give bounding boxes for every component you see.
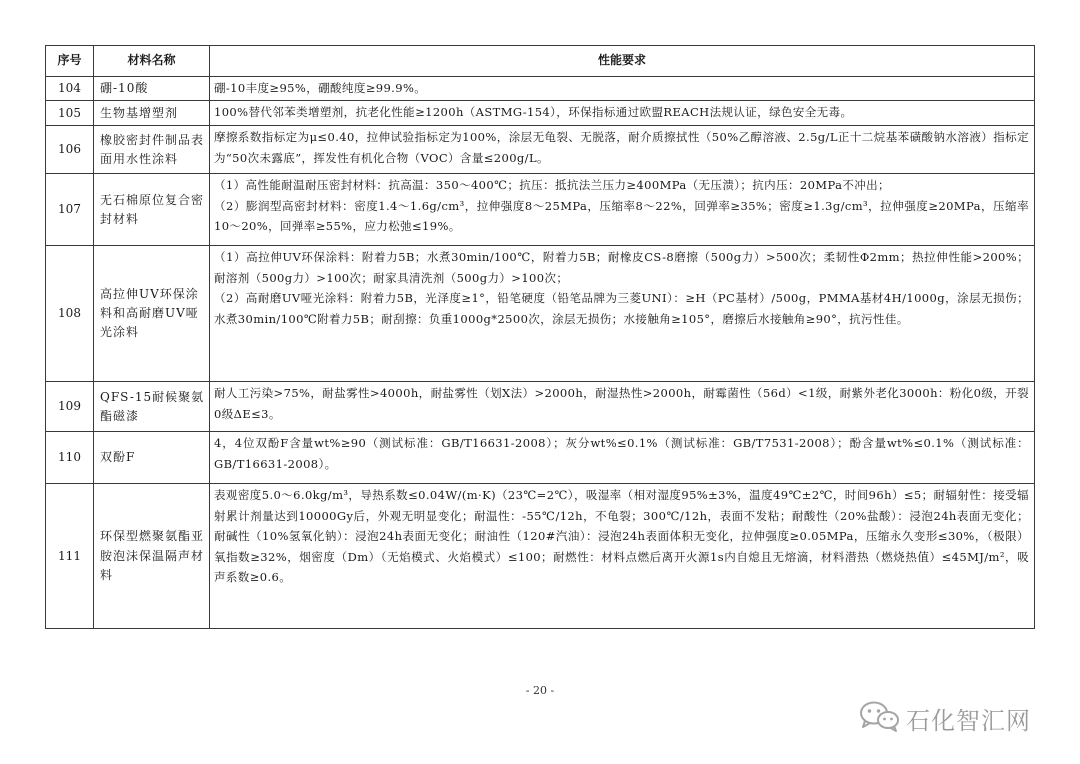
header-serial-no: 序号 <box>46 46 94 77</box>
material-name: 无石棉原位复合密封材料 <box>94 174 210 246</box>
header-material-name: 材料名称 <box>94 46 210 77</box>
materials-spec-table <box>45 45 1035 629</box>
row-number: 105 <box>46 101 94 126</box>
row-number: 106 <box>46 126 94 174</box>
table-row <box>46 484 1035 629</box>
table-row <box>46 126 1035 174</box>
watermark-text: 石化智汇网 <box>906 706 1031 735</box>
table-row <box>46 77 1035 101</box>
requirement-text <box>210 101 1035 126</box>
requirement-text <box>210 246 1035 382</box>
material-name: 双酚F <box>94 432 210 484</box>
requirement-line: （2）膨润型高密封材料：密度1.4～1.6g/cm³，拉伸强度8～25MPa，压缩率8～22%，回弹率≥35%；密度≥1.3g/cm³，拉伸强度≥20MPa，压缩率10～20%，回弹率≥55%，应力松弛≤19%。 <box>214 198 1029 234</box>
requirement-line: 100%替代邻苯类增塑剂，抗老化性能≥1200h（ASTMG-154），环保指标通过欧盟REACH法规认证，绿色安全无毒。 <box>214 105 853 120</box>
row-number: 104 <box>46 77 94 101</box>
table-row <box>46 382 1035 432</box>
requirement-line: 表观密度5.0～6.0kg/m³，导热系数≤0.04W/(m·K)（23℃=2℃），吸湿率（相对湿度95%±3%，温度49℃±2℃，时间96h）≤5；耐辐射性：接受辐射累计剂量达到10000Gy后，外观无明显变化；耐温性：-55℃/12h，不龟裂；300℃/12h，表面不发粘；耐酸性（20%盐酸）：浸泡24h表面无变化；耐碱性（10%氢氧化钠）：浸泡24h表面无变化；耐油性（120#汽油）：浸泡24h表面体积无变化，拉伸强度≥0.05MPa，压缩永久变形≤30%，（极限）氧指数≥32%，烟密度（Dm）（无焰模式、火焰模式）≤100；耐燃性：材料点燃后离开火源1s内自熄且无熔滴，材料潜热（燃烧热值）≤45MJ/m²，吸声系数≥0.6。 <box>214 488 1029 585</box>
requirement-line: （1）高性能耐温耐压密封材料：抗高温：350～400℃；抗压：抵抗法兰压力≥400MPa（无压溃）；抗内压：20MPa不冲出； <box>214 178 890 193</box>
table-row <box>46 174 1035 246</box>
material-name: 高拉伸UV环保涂料和高耐磨UV哑光涂料 <box>94 246 210 382</box>
material-name: 硼-10酸 <box>94 77 210 101</box>
table-row <box>46 246 1035 382</box>
requirement-line: 硼-10丰度≥95%，硼酸纯度≥99.9%。 <box>214 81 427 95</box>
table-header-row <box>46 46 1035 77</box>
material-name: QFS-15耐候聚氨酯磁漆 <box>94 382 210 432</box>
wechat-icon <box>858 699 900 737</box>
requirement-text <box>210 484 1035 629</box>
requirement-text <box>210 432 1035 484</box>
row-number: 111 <box>46 484 94 629</box>
requirement-line: 耐人工污染>75%，耐盐雾性>4000h，耐盐雾性（划X法）>2000h，耐湿热性>2000h，耐霉菌性（56d）<1级，耐紫外老化3000h：粉化0级，开裂0级ΔE≤3。 <box>214 386 1029 421</box>
row-number: 108 <box>46 246 94 382</box>
requirement-line: （2）高耐磨UV哑光涂料：附着力5B，光泽度≥1°，铅笔硬度（铅笔品牌为三菱UNI）：≥H（PC基材）/500g，PMMA基材4H/1000g，涂层无损伤；水煮30min/100℃附着力5B；耐刮擦：负重1000g*2500次，涂层无损伤；水接触角≥105°，磨擦后水接触角≥90°，抗污性佳。 <box>214 291 1029 326</box>
page-number: - 20 - <box>525 684 555 697</box>
requirement-text <box>210 126 1035 174</box>
requirement-text <box>210 382 1035 432</box>
material-name: 环保型燃聚氨酯亚胺泡沫保温隔声材料 <box>94 484 210 629</box>
watermark <box>858 700 1031 736</box>
table-row <box>46 432 1035 484</box>
row-number: 110 <box>46 432 94 484</box>
material-name: 生物基增塑剂 <box>94 101 210 126</box>
requirement-text <box>210 77 1035 101</box>
requirement-text <box>210 174 1035 246</box>
material-name: 橡胶密封件制品表面用水性涂料 <box>94 126 210 174</box>
requirement-line: 摩擦系数指标定为μ≤0.40，拉伸试验指标定为100%，涂层无龟裂、无脱落，耐介质擦拭性（50%乙醇溶液、2.5g/L正十二烷基苯磺酸钠水溶液）指标定为“50次未露底”，挥发性有机化合物（VOC）含量≤200g/L。 <box>214 130 1029 165</box>
row-number: 107 <box>46 174 94 246</box>
requirement-line: （1）高拉伸UV环保涂料：附着力5B；水煮30min/100℃，附着力5B；耐橡皮CS-8磨擦（500g力）>500次；柔韧性Φ2mm；热拉伸性能>200%；耐溶剂（500g力）>100次；耐家具清洗剂（500g力）>100次； <box>214 250 1029 285</box>
table-row <box>46 101 1035 126</box>
header-performance-requirements: 性能要求 <box>210 46 1035 77</box>
row-number: 109 <box>46 382 94 432</box>
requirement-line: 4，4位双酚F含量wt%≥90（测试标准：GB/T16631-2008）；灰分wt%≤0.1%（测试标准：GB/T7531-2008）；酚含量wt%≤0.1%（测试标准：GB/T16631-2008）。 <box>214 436 1029 471</box>
